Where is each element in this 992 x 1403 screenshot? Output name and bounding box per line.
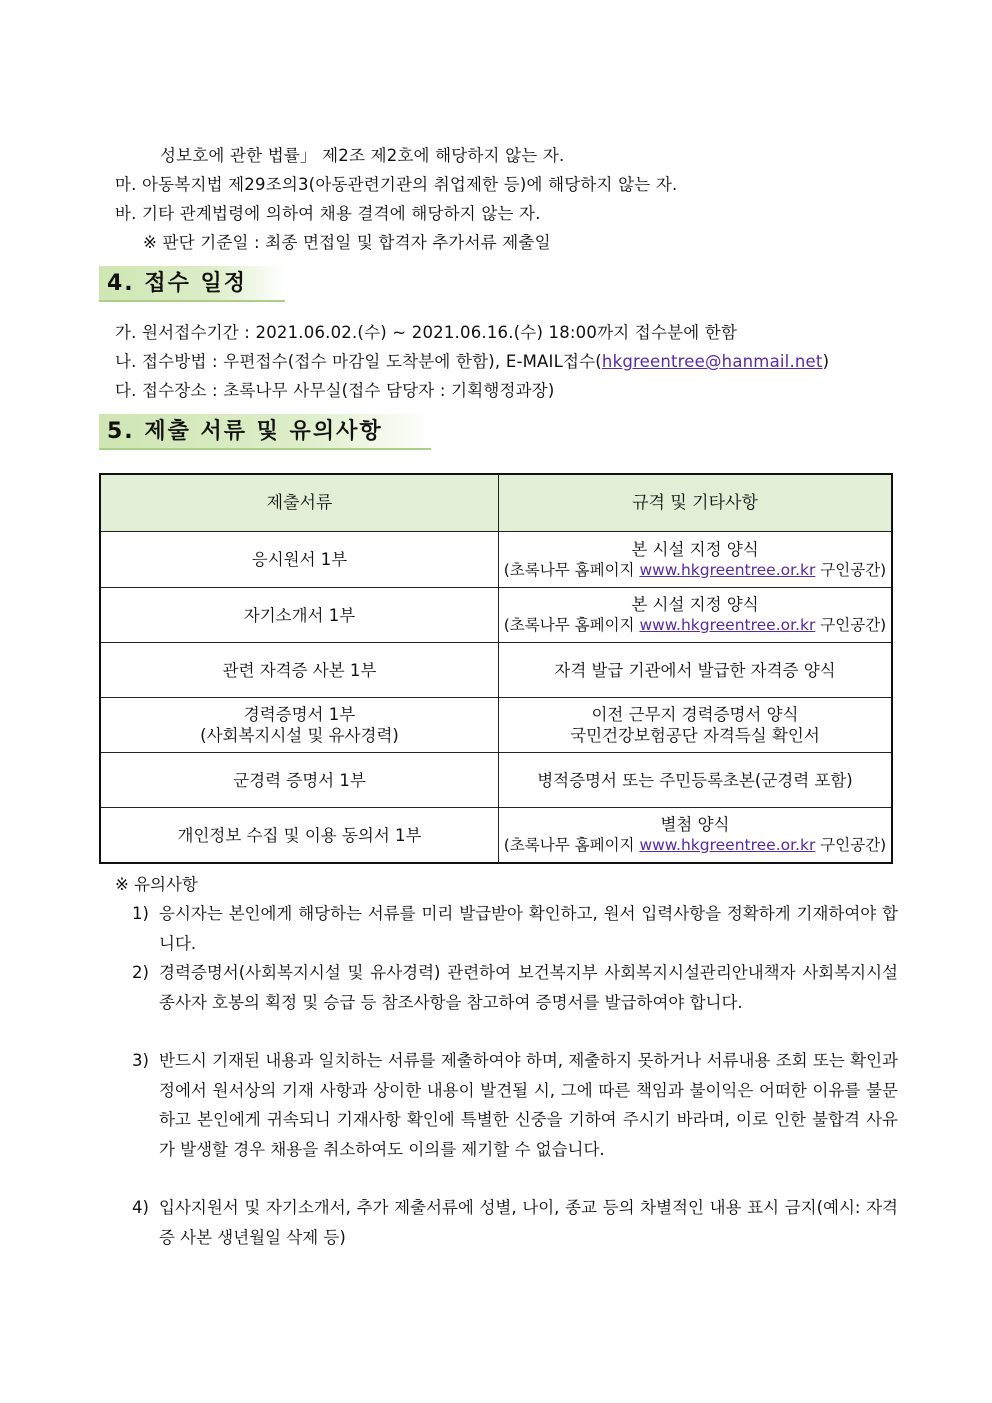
spec-main: 본 시설 지정 양식: [631, 539, 759, 559]
note-item: [132, 899, 898, 958]
table-header-row: [100, 474, 892, 532]
table-row: [100, 588, 892, 643]
note-item: [132, 1046, 898, 1164]
note-item: [132, 1193, 898, 1252]
intro-line-ma: 마. 아동복지법 제29조의3(아동관련기관의 취업제한 등)에 해당하지 않는 자.: [115, 175, 678, 194]
spec-sub-prefix: (초록나무 홈페이지: [503, 836, 640, 854]
note-text: 반드시 기재된 내용과 일치하는 서류를 제출하여야 하며, 제출하지 못하거나 서류내용 조회 또는 확인과정에서 원서상의 기재 사항과 상이한 내용이 발견될 시, 그에 따른 책임과 불이익은 어떠한 이유를 불문하고 본인에게 귀속되니 기재사항 확인에 특별한 신중을 기하여 주시기 바라며, 이로 인한 불합격 사유가 발생할 경우 채용을 취소하여도 이의를 제기할 수 없습니다.: [159, 1051, 898, 1159]
email-link[interactable]: hkgreentree@hanmail.net: [601, 352, 823, 371]
notes-heading: ※ 유의사항: [115, 875, 198, 894]
homepage-link[interactable]: www.hkgreentree.or.kr: [639, 836, 816, 854]
doc-name: 자기소개서 1부: [100, 588, 499, 643]
doc-name: 군경력 증명서 1부: [100, 753, 499, 808]
method-close: ): [822, 352, 830, 371]
header-documents: 제출서류: [100, 474, 499, 532]
spec-line-2: 국민건강보험공단 자격득실 확인서: [570, 726, 820, 745]
note-text: 경력증명서(사회복지시설 및 유사경력) 관련하여 보건복지부 사회복지시설관리안내책자 사회복지시설 종사자 호봉의 획정 및 승급 등 참조사항을 참고하여 증명서를 발급하여야 합니다.: [159, 963, 898, 1012]
spec-sub: [499, 560, 891, 581]
table-row: [100, 698, 892, 753]
spec-sub-prefix: (초록나무 홈페이지: [503, 560, 640, 579]
intro-line-note: ※ 판단 기준일 : 최종 면접일 및 합격자 추가서류 제출일: [143, 233, 551, 252]
note-number: 2): [132, 963, 149, 982]
section-4-title: 4. 접수 일정: [99, 266, 285, 302]
doc-main: 경력증명서 1부: [243, 705, 356, 724]
note-number: 1): [132, 904, 149, 923]
note-item: [132, 958, 898, 1017]
note-text: 응시자는 본인에게 해당하는 서류를 미리 발급받아 확인하고, 원서 입력사항을 정확하게 기재하여야 합니다.: [159, 904, 898, 953]
doc-name: [100, 698, 499, 753]
note-number: 4): [132, 1198, 149, 1217]
doc-name: 응시원서 1부: [100, 532, 499, 588]
spec-main: 별첨 양식: [660, 815, 730, 834]
intro-line-continuation: 성보호에 관한 법률」 제2조 제2호에 해당하지 않는 자.: [160, 146, 565, 165]
doc-spec: 자격 발급 기관에서 발급한 자격증 양식: [499, 643, 893, 698]
doc-name: 개인정보 수집 및 이용 동의서 1부: [100, 808, 499, 864]
homepage-link[interactable]: www.hkgreentree.or.kr: [639, 616, 816, 634]
spec-sub: [499, 615, 891, 636]
spec-main: 본 시설 지정 양식: [631, 595, 759, 614]
doc-spec: [499, 808, 893, 864]
note-text: 입사지원서 및 자기소개서, 추가 제출서류에 성별, 나이, 종교 등의 차별적인 내용 표시 금지(예시: 자격증 사본 생년월일 삭제 등): [159, 1198, 898, 1247]
homepage-link[interactable]: www.hkgreentree.or.kr: [639, 560, 816, 579]
header-specs: 규격 및 기타사항: [499, 474, 893, 532]
documents-table: [99, 473, 893, 864]
spec-sub-suffix: 구인공간): [815, 836, 887, 854]
table-row: [100, 753, 892, 808]
spec-sub: [499, 835, 891, 856]
note-number: 3): [132, 1051, 149, 1070]
doc-spec: [499, 588, 893, 643]
doc-spec: 병적증명서 또는 주민등록초본(군경력 포함): [499, 753, 893, 808]
table-row: [100, 808, 892, 864]
spec-sub-suffix: 구인공간): [815, 560, 887, 579]
section-4-period: 가. 원서접수기간 : 2021.06.02.(수) ~ 2021.06.16.(수) 18:00까지 접수분에 한함: [115, 323, 738, 342]
doc-name: 관련 자격증 사본 1부: [100, 643, 499, 698]
section-4-method: [115, 348, 829, 372]
section-5-title: 5. 제출 서류 및 유의사항: [99, 414, 431, 450]
doc-spec: [499, 698, 893, 753]
intro-line-ba: 바. 기타 관계법령에 의하여 채용 결격에 해당하지 않는 자.: [115, 204, 541, 223]
section-4-place: 다. 접수장소 : 초록나무 사무실(접수 담당자 : 기획행정과장): [115, 381, 555, 400]
method-text: 나. 접수방법 : 우편접수(접수 마감일 도착분에 한함), E-MAIL접수(: [115, 352, 602, 371]
doc-sub: (사회복지시설 및 유사경력): [200, 726, 399, 745]
spec-main: 이전 근무지 경력증명서 양식: [591, 705, 799, 724]
doc-spec: [499, 532, 893, 588]
spec-sub-prefix: (초록나무 홈페이지: [503, 616, 640, 634]
table-row: [100, 643, 892, 698]
table-row: [100, 532, 892, 588]
spec-sub-suffix: 구인공간): [815, 616, 887, 634]
